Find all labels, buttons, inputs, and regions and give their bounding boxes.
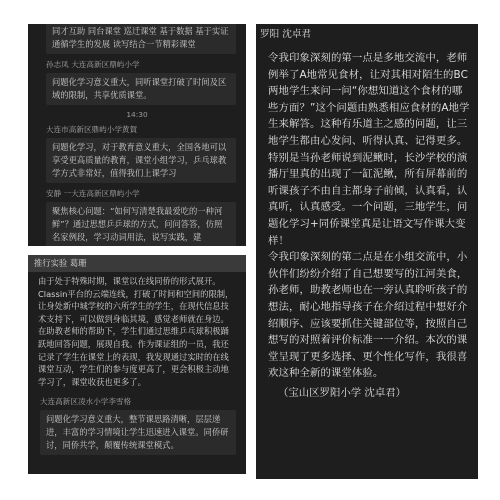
message-signature: （宝山区罗阳小学 沈卓君）: [278, 386, 406, 399]
message-bubble: 问题化学习意义重大，整节课思路清晰，层层递进，丰富的学习情境让学生迅速进入课堂。同侨研讨，同侨共学，颠覆传统课堂模式。: [40, 410, 236, 455]
chat-screenshot-top-left: [28, 24, 246, 246]
message-bubble: 同才互助 同台课堂 巡迁课堂 基于数据 基于实证 通循学生的发展 读写结合一节精彩课堂: [46, 24, 236, 54]
timestamp: 14:30: [126, 110, 148, 119]
sender-name: 孙志凤 大连高新区鼎屿小学: [46, 60, 140, 69]
chat-screenshot-bottom-left: [28, 255, 246, 474]
message-bubble: 聚焦核心问题：“如何写清楚我最爱吃的一种河鲜”？通过思想乒乒球的方式，问问答答，仿照名家例段，学习动词用法，说写实践，建: [46, 202, 236, 246]
message-bubble: 问题化学习，对于教育意义重大，全国各地可以享受更高质量的教育，课堂小组学习，乒乓球教学方式非常好，值得我们上课学习: [46, 138, 236, 183]
sender-name: 大连市高新区鼎屿小学黄賀: [46, 125, 138, 134]
message-paragraph: 令我印象深刻的第二点是在小组交流中，小伙伴们纷纷介绍了自己想要写的江河美食，孙老师，助教老师也在一旁认真聆听孩子的想法，耐心地指导孩子在介绍过程中想好介绍顺序、应该要抓住关键部位等，按照自己想写的对照着评价标准一一介绍。本次的课堂呈现了更多选择、更个性化写作，我很喜欢这种全新的课堂体验。: [268, 251, 468, 380]
message-bubble: 问题化学习意义重大，同听课堂打破了时间及区域的限制，共享优质课堂。: [46, 73, 236, 105]
sender-header: 罗阳 沈卓君: [260, 29, 312, 40]
sender-name: 大连高新区凌水小学李雪格: [40, 397, 132, 407]
message-title: 推行实验 葛珊: [28, 255, 246, 272]
sender-name: 安静 一大连高新区鼎屿小学: [46, 189, 140, 198]
chat-screenshot-right: [256, 24, 478, 479]
message-text: 由于处于特殊时期，课堂以在线同侨的形式展开。Classin平台的云端连线，打破了时间和空间的限制，让身处新中城学校的六所学生的学生，在现代信息技术支持下，可以做到身临其境，感觉老师就在身边。在助教老师的帮助下，学生们通过思维乒乓球积极踊跃地回答问题，展现自我。作为课证组的一员，我还记录了学生在课堂上的表现，我发现通过实时的在线课堂互动，学生们的参与度更高了，更会积极主动地学习了，课堂收获也更多了。: [38, 276, 234, 387]
message-paragraph: 令我印象深刻的第一点是多地交流中，老师例举了A地常见食材，让对其相对陌生的BC两地学生来问一问“你想知道这个食材的哪些方面？”这个问题由熟悉相应食材的A地学生来解答。这种有乐道主之感的问题，让三地学生都由心发问、听得认真、记得更多。特别是当孙老师说到泥鳅时，长沙学校的演播厅里真的出现了一缸泥鳅，所有屏幕前的听课孩子不由自主都身子前倾，认真看，认真听，认真感受。一个问题，三地学生，问题化学习+同侨课堂真是让语文写作课大变样！: [268, 52, 470, 247]
